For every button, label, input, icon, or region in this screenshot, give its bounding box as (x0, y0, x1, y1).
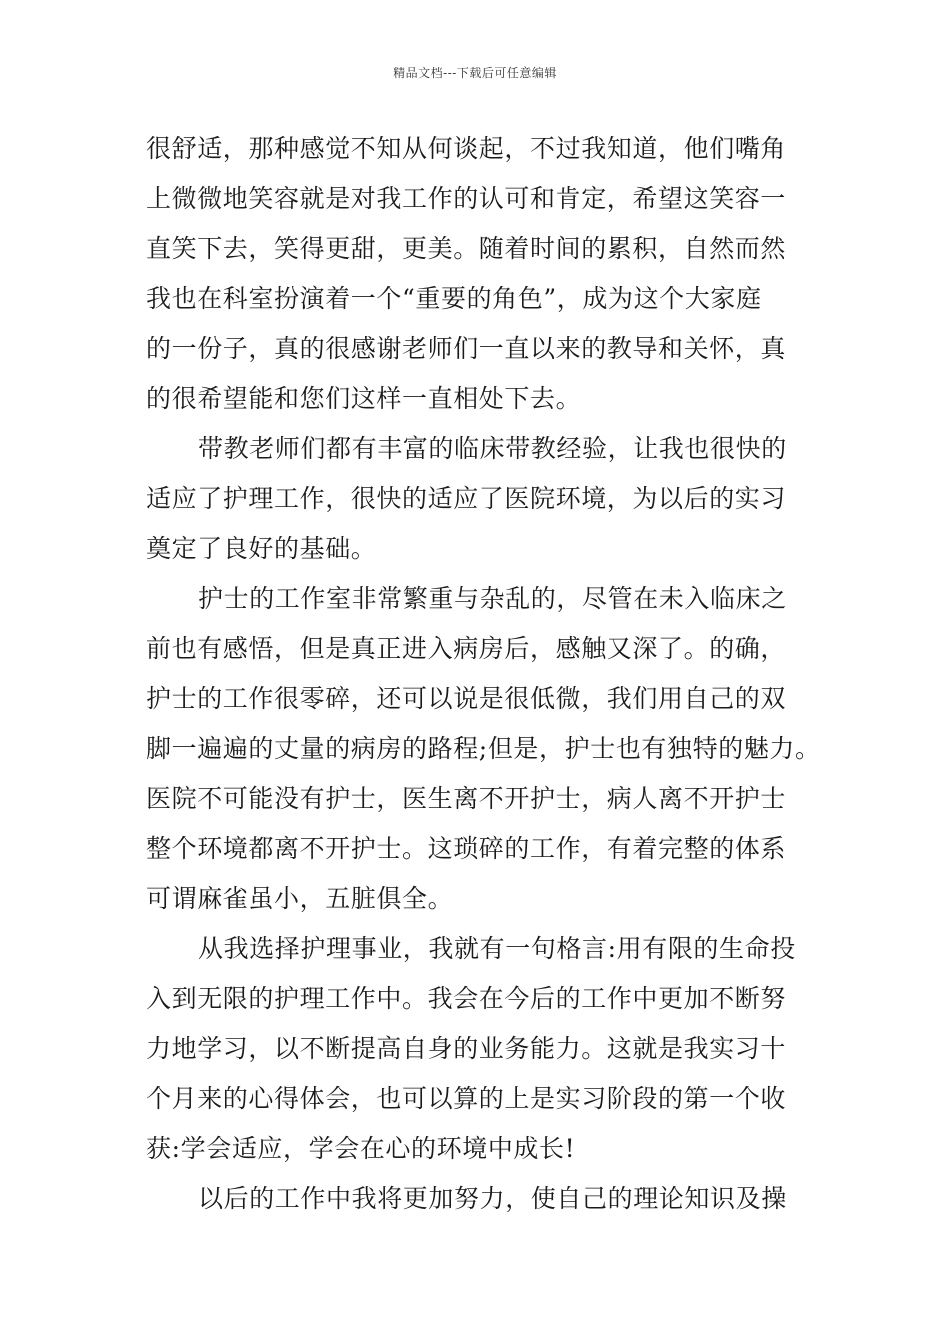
text-line: 脚一遍遍的丈量的病房的路程;但是，护士也有独特的魅力。 (146, 734, 821, 763)
text-line: 护士的工作很零碎，还可以说是很低微，我们用自己的双 (146, 684, 787, 713)
text-line: 的很希望能和您们这样一直相处下去。 (146, 384, 582, 413)
page-header: 精品文档---下载后可任意编辑 (393, 66, 557, 80)
text-line: 个月来的心得体会，也可以算的上是实习阶段的第一个收 (146, 1084, 787, 1113)
text-line: 直笑下去，笑得更甜，更美。随着时间的累积，自然而然 (146, 234, 787, 263)
text-line: 从我选择护理事业，我就有一句格言:用有限的生命投 (198, 934, 796, 963)
text-line: 我也在科室扮演着一个“重要的角色”，成为这个大家庭 (146, 284, 762, 313)
document-body (146, 124, 821, 1224)
text-line: 护士的工作室非常繁重与杂乱的，尽管在未入临床之 (198, 584, 787, 613)
text-line: 入到无限的护理工作中。我会在今后的工作中更加不断努 (146, 984, 787, 1013)
text-line: 上微微地笑容就是对我工作的认可和肯定，希望这笑容一 (146, 184, 787, 213)
text-line: 的一份子，真的很感谢老师们一直以来的教导和关怀，真 (146, 334, 787, 363)
text-line: 整个环境都离不开护士。这琐碎的工作，有着完整的体系 (146, 834, 787, 863)
text-line: 力地学习，以不断提高自身的业务能力。这就是我实习十 (146, 1034, 787, 1063)
text-line: 获:学会适应，学会在心的环境中成长! (146, 1134, 576, 1163)
text-line: 前也有感悟，但是真正进入病房后，感触又深了。的确， (146, 634, 787, 663)
text-line: 可谓麻雀虽小，五脏俱全。 (146, 884, 454, 913)
text-line: 以后的工作中我将更加努力，使自己的理论知识及操 (198, 1184, 787, 1213)
text-line: 奠定了良好的基础。 (146, 534, 377, 563)
text-line: 带教老师们都有丰富的临床带教经验，让我也很快的 (198, 434, 787, 463)
text-line: 很舒适，那种感觉不知从何谈起，不过我知道，他们嘴角 (146, 134, 787, 163)
text-line: 医院不可能没有护士，医生离不开护士，病人离不开护士 (146, 784, 787, 813)
text-line: 适应了护理工作，很快的适应了医院环境，为以后的实习 (146, 484, 787, 513)
